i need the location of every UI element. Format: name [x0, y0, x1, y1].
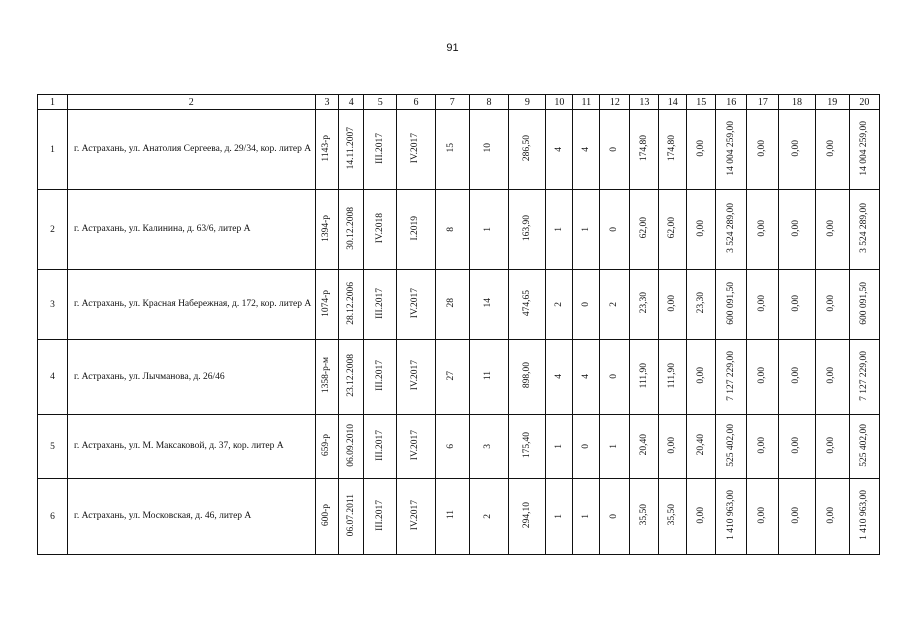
cell-c10 — [546, 415, 573, 479]
cell-value: 4 — [580, 146, 591, 152]
cell-value: 1 410 963,00 — [858, 490, 869, 540]
cell-value: 06.09.2010 — [345, 423, 356, 467]
cell-c13 — [630, 190, 659, 270]
cell-c16 — [716, 479, 747, 555]
cell-value: 35,50 — [667, 504, 678, 526]
cell-decision — [315, 110, 339, 190]
cell-value: 3 524 289,00 — [725, 203, 736, 253]
cell-value: 30.12.2008 — [345, 206, 356, 250]
cell-value: 4 — [580, 374, 591, 379]
header-cell: 7 — [435, 95, 469, 110]
cell-stage_end — [397, 270, 435, 340]
row-number: 4 — [38, 340, 68, 415]
cell-value: 0,00 — [667, 294, 678, 312]
cell-value: 20,40 — [638, 434, 649, 456]
cell-c11 — [573, 340, 600, 415]
cell-value: 111,90 — [667, 362, 678, 389]
row-number: 1 — [38, 110, 68, 190]
cell-value: 600 091,50 — [858, 281, 869, 325]
header-cell: 6 — [397, 95, 435, 110]
cell-decision — [315, 340, 339, 415]
cell-c10 — [546, 479, 573, 555]
header-cell: 13 — [630, 95, 659, 110]
cell-c15 — [687, 190, 716, 270]
header-cell: 14 — [659, 95, 687, 110]
address-cell: г. Астрахань, ул. Анатолия Сергеева, д. 29/34, кор. литер А — [68, 110, 316, 190]
cell-value: 0,00 — [757, 219, 768, 237]
cell-value: 0,00 — [757, 294, 768, 312]
address-cell: г. Астрахань, ул. М. Максаковой, д. 37, кор. литер А — [68, 415, 316, 479]
cell-c9 — [509, 270, 546, 340]
address-cell: г. Астрахань, ул. Красная Набережная, д. 172, кор. литер А — [68, 270, 316, 340]
cell-value: 286,50 — [521, 134, 532, 162]
cell-c20 — [849, 479, 879, 555]
housing-register-table — [37, 94, 880, 555]
cell-c12 — [600, 340, 630, 415]
cell-c17 — [747, 479, 779, 555]
table-row — [38, 415, 880, 479]
cell-value: 2 — [609, 301, 620, 307]
cell-value: 23,30 — [695, 292, 706, 314]
cell-value: I.2019 — [410, 215, 421, 241]
cell-stage_end — [397, 479, 435, 555]
cell-value: 2 — [553, 301, 564, 307]
cell-value: 0 — [609, 226, 620, 232]
cell-value: 27 — [446, 370, 457, 381]
cell-value: 1 — [483, 226, 494, 232]
cell-value: 0,00 — [826, 294, 837, 312]
cell-decision — [315, 415, 339, 479]
cell-c12 — [600, 415, 630, 479]
table-row — [38, 340, 880, 415]
cell-stage_start — [364, 270, 397, 340]
cell-c19 — [815, 479, 849, 555]
cell-value: 0,00 — [791, 139, 802, 157]
address-cell: г. Астрахань, ул. Калинина, д. 63/6, литер А — [68, 190, 316, 270]
cell-c11 — [573, 479, 600, 555]
cell-value: 600-р — [321, 503, 332, 527]
cell-c20 — [849, 190, 879, 270]
cell-c11 — [573, 110, 600, 190]
cell-value: 11 — [446, 510, 457, 520]
cell-c7 — [435, 270, 469, 340]
cell-value: 14 — [483, 298, 494, 308]
cell-value: 8 — [446, 226, 457, 232]
cell-c7 — [435, 340, 469, 415]
cell-c19 — [815, 340, 849, 415]
cell-value: IV.2018 — [374, 212, 385, 244]
header-cell: 2 — [68, 95, 316, 110]
table-row — [38, 110, 880, 190]
cell-c7 — [435, 415, 469, 479]
cell-value: 0,00 — [757, 436, 768, 454]
cell-value: 15 — [446, 143, 457, 153]
cell-value: 1 — [609, 443, 620, 449]
cell-value: III.2017 — [374, 429, 385, 461]
cell-c12 — [600, 479, 630, 555]
cell-decision — [315, 479, 339, 555]
cell-c18 — [779, 270, 815, 340]
cell-c8 — [469, 415, 508, 479]
cell-c17 — [747, 110, 779, 190]
table-row — [38, 479, 880, 555]
cell-stage_start — [364, 479, 397, 555]
cell-value: 2 — [483, 513, 494, 519]
header-row — [38, 95, 880, 110]
cell-c9 — [509, 110, 546, 190]
cell-c9 — [509, 415, 546, 479]
cell-value: 62,00 — [667, 217, 678, 239]
cell-c8 — [469, 110, 508, 190]
header-cell: 15 — [687, 95, 716, 110]
cell-value: 600 091,50 — [725, 281, 736, 325]
cell-value: 174,80 — [667, 134, 678, 162]
cell-c15 — [687, 479, 716, 555]
cell-value: 1 — [553, 443, 564, 449]
cell-value: IV.2017 — [410, 499, 421, 531]
cell-value: 23,30 — [638, 292, 649, 314]
cell-value: 898,00 — [521, 362, 532, 389]
cell-c14 — [659, 415, 687, 479]
cell-c17 — [747, 340, 779, 415]
row-number: 2 — [38, 190, 68, 270]
cell-value: 0,00 — [791, 294, 802, 312]
cell-value: 1074-р — [321, 289, 332, 317]
cell-value: 659-р — [321, 433, 332, 457]
cell-c16 — [716, 340, 747, 415]
cell-c16 — [716, 415, 747, 479]
cell-value: 175,40 — [521, 431, 532, 459]
cell-stage_end — [397, 190, 435, 270]
cell-c14 — [659, 479, 687, 555]
cell-value: 525 402,00 — [858, 423, 869, 467]
cell-value: 7 127 229,00 — [725, 350, 736, 401]
cell-value: 11 — [483, 370, 494, 381]
cell-c16 — [716, 190, 747, 270]
cell-value: 1 — [553, 226, 564, 232]
cell-value: 0 — [609, 146, 620, 152]
cell-c13 — [630, 340, 659, 415]
cell-value: III.2017 — [374, 360, 385, 391]
row-number: 6 — [38, 479, 68, 555]
cell-c20 — [849, 110, 879, 190]
page-number: 91 — [446, 42, 459, 54]
cell-c9 — [509, 479, 546, 555]
cell-decision — [315, 270, 339, 340]
row-number: 5 — [38, 415, 68, 479]
cell-c10 — [546, 340, 573, 415]
cell-c15 — [687, 110, 716, 190]
cell-value: 1358-р-м — [321, 357, 332, 394]
cell-value: 0,00 — [826, 506, 837, 524]
cell-value: III.2017 — [374, 499, 385, 531]
cell-value: 0,00 — [695, 139, 706, 157]
cell-stage_end — [397, 340, 435, 415]
header-cell: 1 — [38, 95, 68, 110]
cell-value: 3 524 289,00 — [858, 203, 869, 253]
cell-value: 0,00 — [695, 219, 706, 237]
cell-value: 10 — [483, 143, 494, 153]
cell-stage_start — [364, 340, 397, 415]
header-cell: 9 — [509, 95, 546, 110]
cell-value: 1394-р — [321, 214, 332, 242]
header-cell: 17 — [747, 95, 779, 110]
header-cell: 3 — [315, 95, 339, 110]
cell-value: 0,00 — [757, 506, 768, 524]
cell-c12 — [600, 190, 630, 270]
table-body — [38, 95, 880, 555]
cell-c8 — [469, 479, 508, 555]
header-cell: 5 — [364, 95, 397, 110]
cell-value: 35,50 — [638, 504, 649, 526]
cell-c15 — [687, 270, 716, 340]
cell-c17 — [747, 190, 779, 270]
header-cell: 8 — [469, 95, 508, 110]
cell-c14 — [659, 190, 687, 270]
cell-value: 28.12.2006 — [345, 281, 356, 325]
cell-c15 — [687, 415, 716, 479]
cell-value: IV.2017 — [410, 429, 421, 461]
cell-value: 62,00 — [638, 217, 649, 239]
cell-c9 — [509, 190, 546, 270]
cell-value: 1143-р — [321, 134, 332, 162]
cell-value: III.2017 — [374, 132, 385, 164]
cell-stage_start — [364, 110, 397, 190]
cell-c13 — [630, 415, 659, 479]
cell-stage_start — [364, 415, 397, 479]
cell-c15 — [687, 340, 716, 415]
cell-value: 294,10 — [521, 501, 532, 529]
cell-value: 0 — [609, 513, 620, 519]
cell-date — [339, 479, 364, 555]
cell-c11 — [573, 190, 600, 270]
cell-c11 — [573, 270, 600, 340]
cell-value: 0,00 — [757, 367, 768, 384]
cell-value: 174,80 — [638, 134, 649, 162]
cell-value: 14.11.2007 — [345, 126, 356, 170]
header-cell: 20 — [849, 95, 879, 110]
cell-value: 0,00 — [667, 436, 678, 454]
cell-stage_end — [397, 415, 435, 479]
header-cell: 4 — [339, 95, 364, 110]
cell-c14 — [659, 340, 687, 415]
table-row — [38, 270, 880, 340]
cell-value: IV.2017 — [410, 360, 421, 391]
cell-value: IV.2017 — [410, 132, 421, 164]
cell-value: 0 — [580, 443, 591, 449]
header-cell: 10 — [546, 95, 573, 110]
cell-date — [339, 415, 364, 479]
cell-value: 0,00 — [791, 436, 802, 454]
cell-c14 — [659, 110, 687, 190]
cell-c7 — [435, 110, 469, 190]
cell-date — [339, 110, 364, 190]
cell-c18 — [779, 340, 815, 415]
cell-c20 — [849, 270, 879, 340]
cell-c8 — [469, 270, 508, 340]
cell-value: 0,00 — [826, 367, 837, 384]
cell-c7 — [435, 479, 469, 555]
header-cell: 18 — [779, 95, 815, 110]
cell-c16 — [716, 270, 747, 340]
cell-c20 — [849, 340, 879, 415]
cell-date — [339, 270, 364, 340]
cell-stage_end — [397, 110, 435, 190]
cell-date — [339, 190, 364, 270]
cell-value: 111,90 — [638, 362, 649, 389]
cell-c8 — [469, 190, 508, 270]
cell-c19 — [815, 270, 849, 340]
cell-stage_start — [364, 190, 397, 270]
cell-value: 163,90 — [521, 214, 532, 242]
address-cell: г. Астрахань, ул. Лычманова, д. 26/46 — [68, 340, 316, 415]
cell-value: 0,00 — [695, 367, 706, 384]
cell-value: 4 — [553, 374, 564, 379]
header-cell: 19 — [815, 95, 849, 110]
cell-c12 — [600, 110, 630, 190]
cell-c18 — [779, 190, 815, 270]
cell-c10 — [546, 270, 573, 340]
cell-c18 — [779, 415, 815, 479]
address-cell: г. Астрахань, ул. Московская, д. 46, литер А — [68, 479, 316, 555]
cell-value: 0,00 — [791, 219, 802, 237]
cell-c12 — [600, 270, 630, 340]
header-cell: 16 — [716, 95, 747, 110]
cell-c19 — [815, 415, 849, 479]
cell-value: IV.2017 — [410, 287, 421, 319]
cell-c18 — [779, 110, 815, 190]
cell-value: 20,40 — [695, 434, 706, 456]
cell-value: 0,00 — [826, 436, 837, 454]
cell-c14 — [659, 270, 687, 340]
cell-c10 — [546, 110, 573, 190]
cell-value: 0,00 — [826, 219, 837, 237]
cell-value: 1 410 963,00 — [725, 490, 736, 540]
row-number: 3 — [38, 270, 68, 340]
cell-c16 — [716, 110, 747, 190]
cell-value: 23.12.2008 — [345, 354, 356, 397]
cell-value: 525 402,00 — [725, 423, 736, 467]
cell-value: III.2017 — [374, 287, 385, 319]
cell-value: 0,00 — [826, 139, 837, 157]
cell-value: 06.07.2011 — [345, 493, 356, 537]
cell-decision — [315, 190, 339, 270]
cell-c8 — [469, 340, 508, 415]
cell-value: 0,00 — [757, 139, 768, 157]
cell-c19 — [815, 190, 849, 270]
header-cell: 11 — [573, 95, 600, 110]
cell-value: 4 — [553, 146, 564, 152]
cell-value: 1 — [580, 226, 591, 232]
cell-c19 — [815, 110, 849, 190]
cell-date — [339, 340, 364, 415]
cell-value: 1 — [553, 513, 564, 519]
cell-c9 — [509, 340, 546, 415]
cell-c7 — [435, 190, 469, 270]
cell-c18 — [779, 479, 815, 555]
cell-value: 0 — [580, 301, 591, 307]
cell-value: 3 — [483, 443, 494, 449]
cell-value: 0,00 — [791, 367, 802, 384]
cell-value: 0,00 — [791, 506, 802, 524]
cell-c13 — [630, 270, 659, 340]
cell-c17 — [747, 415, 779, 479]
cell-c20 — [849, 415, 879, 479]
cell-c10 — [546, 190, 573, 270]
cell-value: 28 — [446, 298, 457, 308]
cell-value: 14 004 259,00 — [725, 120, 736, 176]
table-row — [38, 190, 880, 270]
cell-value: 474,65 — [521, 289, 532, 317]
header-cell: 12 — [600, 95, 630, 110]
cell-c17 — [747, 270, 779, 340]
cell-value: 6 — [446, 443, 457, 449]
cell-c13 — [630, 479, 659, 555]
cell-c11 — [573, 415, 600, 479]
cell-value: 0 — [609, 374, 620, 379]
cell-value: 14 004 259,00 — [858, 120, 869, 176]
cell-value: 1 — [580, 513, 591, 519]
cell-c13 — [630, 110, 659, 190]
cell-value: 7 127 229,00 — [858, 350, 869, 401]
cell-value: 0,00 — [695, 506, 706, 524]
